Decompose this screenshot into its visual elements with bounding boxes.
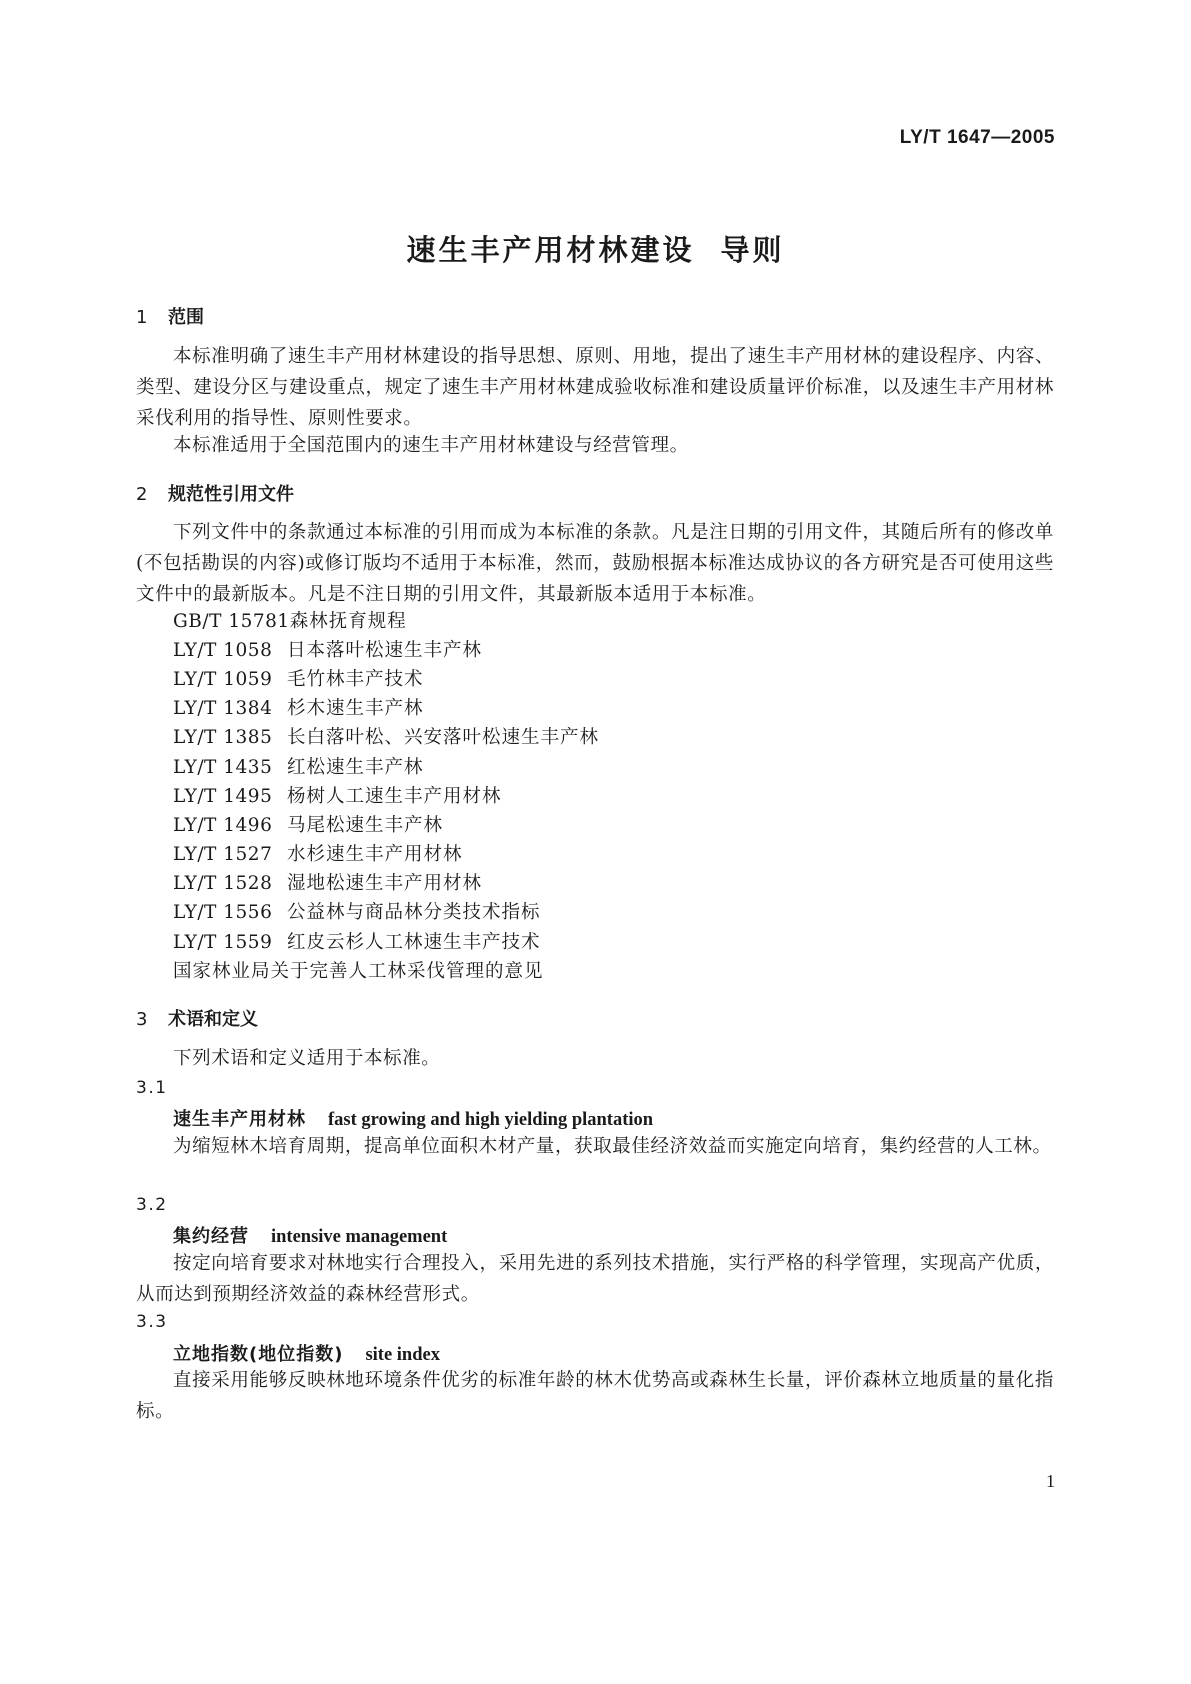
section-heading-1: 1 范围 bbox=[136, 307, 204, 328]
clause-number: 3.2 bbox=[136, 1195, 168, 1215]
term-definition: 直接采用能够反映林地环境条件优劣的标准年龄的林木优势高或森林生长量，评价森林立地质量的量化指标。 bbox=[136, 1370, 1054, 1422]
reference-item: LY/T 1435 红松速生丰产林 bbox=[173, 757, 424, 778]
page-title bbox=[0, 228, 1191, 269]
standard-code: LY/T 1647—2005 bbox=[899, 127, 1055, 148]
title-main: 速生丰产用材林建设 bbox=[406, 233, 695, 267]
reference-item-policy: 国家林业局关于完善人工林采伐管理的意见 bbox=[173, 961, 544, 982]
section-3-intro: 下列术语和定义适用于本标准。 bbox=[173, 1048, 441, 1069]
term-heading: 立地指数(地位指数) site index bbox=[173, 1344, 440, 1365]
clause-number: 3.3 bbox=[136, 1312, 168, 1332]
reference-item: LY/T 1384 杉木速生丰产林 bbox=[173, 698, 424, 719]
term-definition: 按定向培育要求对林地实行合理投入，采用先进的系列技术措施，实行严格的科学管理，实现高产优质，从而达到预期经济效益的森林经营形式。 bbox=[136, 1253, 1054, 1305]
reference-item: LY/T 1385 长白落叶松、兴安落叶松速生丰产林 bbox=[173, 727, 600, 748]
term-heading: 速生丰产用材林 fast growing and high yielding plantation bbox=[173, 1109, 654, 1130]
section-1-paragraph-1: 本标准明确了速生丰产用材林建设的指导思想、原则、用地，提出了速生丰产用材林的建设程序、内容、类型、建设分区与建设重点，规定了速生丰产用材林建成验收标准和建设质量评价标准，以及速生丰产用材林采伐利用的指导性、原则性要求。 bbox=[136, 346, 1054, 429]
section-2-paragraph-1: 下列文件中的条款通过本标准的引用而成为本标准的条款。凡是注日期的引用文件，其随后所有的修改单(不包括勘误的内容)或修订版均不适用于本标准，然而，鼓励根据本标准达成协议的各方研究是否可使用这些文件中的最新版本。凡是不注日期的引用文件，其最新版本适用于本标准。 bbox=[136, 522, 1054, 605]
title-sub: 导则 bbox=[720, 233, 785, 267]
reference-item: LY/T 1495 杨树人工速生丰产用材林 bbox=[173, 786, 502, 807]
section-heading-2: 2 规范性引用文件 bbox=[136, 484, 294, 505]
reference-item: LY/T 1496 马尾松速生丰产林 bbox=[173, 815, 444, 836]
term-heading: 集约经营 intensive management bbox=[173, 1226, 448, 1247]
reference-item: LY/T 1556 公益林与商品林分类技术指标 bbox=[173, 902, 541, 923]
reference-item: LY/T 1559 红皮云杉人工林速生丰产技术 bbox=[173, 932, 541, 953]
reference-item: LY/T 1059 毛竹林丰产技术 bbox=[173, 669, 424, 690]
clause-number: 3.1 bbox=[136, 1078, 168, 1098]
reference-item: LY/T 1058 日本落叶松速生丰产林 bbox=[173, 640, 483, 661]
reference-item: GB/T 15781森林抚育规程 bbox=[173, 611, 407, 632]
section-heading-3: 3 术语和定义 bbox=[136, 1009, 258, 1030]
section-1-paragraph-2: 本标准适用于全国范围内的速生丰产用材林建设与经营管理。 bbox=[173, 435, 689, 456]
term-definition: 为缩短林木培育周期，提高单位面积木材产量，获取最佳经济效益而实施定向培育，集约经营的人工林。 bbox=[173, 1136, 1052, 1157]
page-number: 1 bbox=[1046, 1471, 1055, 1491]
reference-item: LY/T 1528 湿地松速生丰产用材林 bbox=[173, 873, 483, 894]
reference-item: LY/T 1527 水杉速生丰产用材林 bbox=[173, 844, 463, 865]
